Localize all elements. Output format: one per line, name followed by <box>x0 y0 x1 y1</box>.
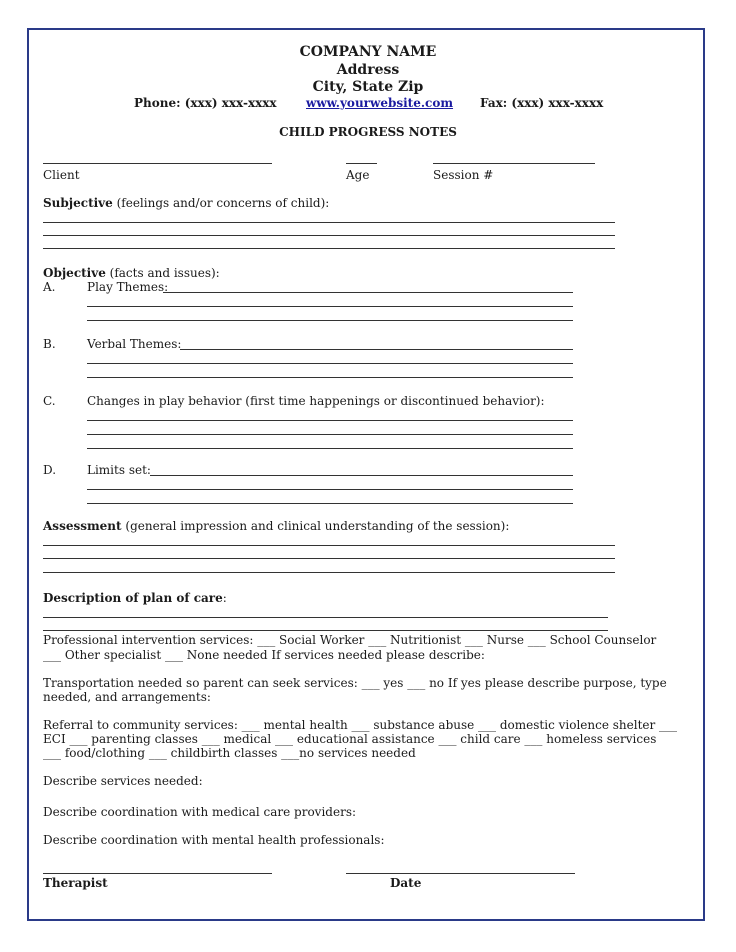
limits-set-line[interactable] <box>87 489 573 490</box>
company-phone: Phone: (xxx) xxx-xxxx <box>134 96 277 110</box>
age-line[interactable] <box>346 163 377 164</box>
play-behavior-line[interactable] <box>87 434 573 435</box>
session-label: Session # <box>433 168 494 182</box>
play-themes-line[interactable] <box>87 320 573 321</box>
plan-line[interactable] <box>43 617 608 618</box>
company-website-link[interactable]: www.yourwebsite.com <box>306 96 454 110</box>
objective-heading <box>43 266 220 280</box>
verbal-themes-label: Verbal Themes: <box>87 337 182 351</box>
transportation-line1: Transportation needed so parent can seek services: ___ yes ___ no If yes please describe purpose, type <box>43 676 667 690</box>
company-address: Address <box>336 62 400 78</box>
limits-set-line[interactable] <box>150 475 573 476</box>
objective-desc: (facts and issues): <box>105 266 220 280</box>
play-themes-line[interactable] <box>163 292 573 293</box>
subjective-desc: (feelings and/or concerns of child): <box>112 196 330 210</box>
company-city: City, State Zip <box>312 79 424 95</box>
assessment-label: Assessment <box>43 519 122 533</box>
date-label: Date <box>390 876 422 890</box>
form-title: CHILD PROGRESS NOTES <box>279 125 457 139</box>
objective-label: Objective <box>43 266 106 280</box>
limits-set-line[interactable] <box>87 503 573 504</box>
subjective-line[interactable] <box>43 235 615 236</box>
plan-heading <box>43 591 227 605</box>
play-behavior-line[interactable] <box>87 420 573 421</box>
verbal-themes-line[interactable] <box>180 349 573 350</box>
describe-services-label: Describe services needed: <box>43 774 203 788</box>
transportation-line2: needed, and arrangements: <box>43 690 211 704</box>
date-line[interactable] <box>346 873 575 874</box>
assessment-line[interactable] <box>43 572 615 573</box>
client-line[interactable] <box>43 163 272 164</box>
referral-line1: Referral to community services: ___ mental health ___ substance abuse ___ domestic violence shelter ___ <box>43 718 678 732</box>
play-themes-line[interactable] <box>87 306 573 307</box>
assessment-heading <box>43 519 509 533</box>
coord-mental-label: Describe coordination with mental health professionals: <box>43 833 385 847</box>
therapist-label: Therapist <box>43 876 108 890</box>
assessment-desc: (general impression and clinical understanding of the session): <box>121 519 510 533</box>
play-behavior-label: Changes in play behavior (first time happenings or discontinued behavior): <box>87 394 545 408</box>
item-letter: A. <box>43 280 56 294</box>
item-letter: C. <box>43 394 56 408</box>
professional-services-line2: ___ Other specialist ___ None needed If services needed please describe: <box>43 648 485 662</box>
coord-medical-label: Describe coordination with medical care providers: <box>43 805 357 819</box>
plan-colon: : <box>222 591 227 605</box>
item-letter: D. <box>43 463 57 477</box>
play-behavior-line[interactable] <box>87 448 573 449</box>
verbal-themes-line[interactable] <box>87 377 573 378</box>
client-label: Client <box>43 168 80 182</box>
assessment-line[interactable] <box>43 558 615 559</box>
subjective-line[interactable] <box>43 222 615 223</box>
plan-line[interactable] <box>43 630 608 631</box>
assessment-line[interactable] <box>43 545 615 546</box>
referral-line2: ECI ___ parenting classes ___ medical ___ educational assistance ___ child care ___ homeless services <box>43 732 657 746</box>
play-themes-label: Play Themes: <box>87 280 169 294</box>
subjective-line[interactable] <box>43 248 615 249</box>
therapist-signature-line[interactable] <box>43 873 272 874</box>
referral-line3: ___ food/clothing ___ childbirth classes ___no services needed <box>43 746 416 760</box>
subjective-heading <box>43 196 329 210</box>
age-label: Age <box>346 168 370 182</box>
limits-set-label: Limits set: <box>87 463 151 477</box>
professional-services-line1: Professional intervention services: ___ Social Worker ___ Nutritionist ___ Nurse ___ School Counselor <box>43 633 657 647</box>
subjective-label: Subjective <box>43 196 113 210</box>
verbal-themes-line[interactable] <box>87 363 573 364</box>
plan-label: Description of plan of care <box>43 591 223 605</box>
item-letter: B. <box>43 337 56 351</box>
company-name: COMPANY NAME <box>299 44 437 60</box>
company-fax: Fax: (xxx) xxx-xxxx <box>480 96 604 110</box>
session-line[interactable] <box>433 163 595 164</box>
